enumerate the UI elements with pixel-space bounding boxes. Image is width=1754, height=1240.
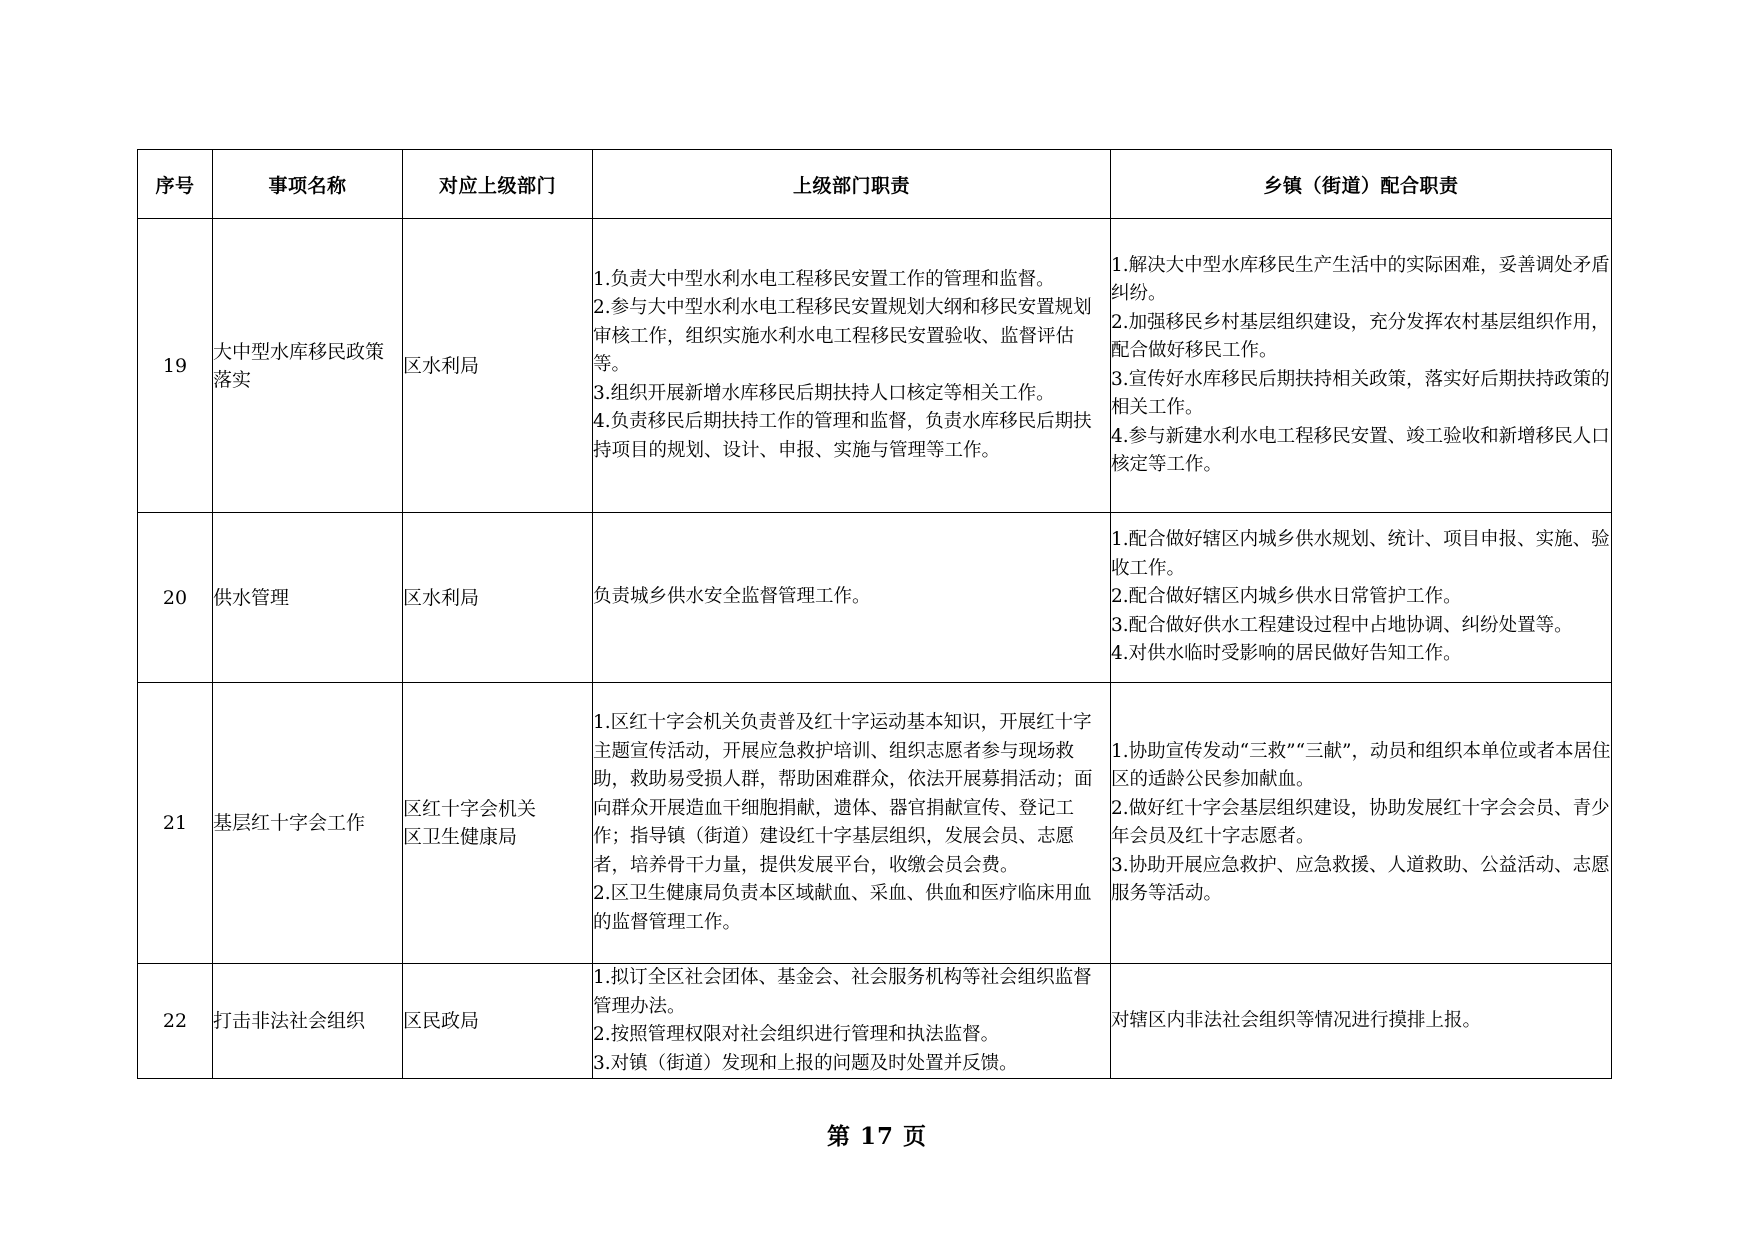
row-department: 区水利局 bbox=[403, 513, 593, 683]
coop-paragraph: 1.解决大中型水库移民生产生活中的实际困难，妥善调处矛盾纠纷。 bbox=[1111, 254, 1610, 304]
coop-paragraph: 3.配合做好供水工程建设过程中占地协调、纠纷处置等。 bbox=[1111, 614, 1573, 636]
duty-paragraph: 2.按照管理权限对社会组织进行管理和执法监督。 bbox=[593, 1024, 1000, 1045]
header-item-name: 事项名称 bbox=[213, 150, 403, 219]
row-department: 区民政局 bbox=[403, 964, 593, 1079]
duty-paragraph: 4.负责移民后期扶持工作的管理和监督，负责水库移民后期扶持项目的规划、设计、申报、实施与管理等工作。 bbox=[593, 411, 1092, 461]
header-superior-duties: 上级部门职责 bbox=[593, 150, 1111, 219]
duty-paragraph: 2.区卫生健康局负责本区域献血、采血、供血和医疗临床用血的监督管理工作。 bbox=[593, 883, 1092, 933]
row-cooperation-duties bbox=[1111, 683, 1612, 964]
row-superior-duties bbox=[593, 513, 1111, 683]
duty-paragraph: 负责城乡供水安全监督管理工作。 bbox=[593, 586, 871, 608]
duty-paragraph: 2.参与大中型水利水电工程移民安置规划大纲和移民安置规划审核工作，组织实施水利水电工程移民安置验收、监督评估等。 bbox=[593, 297, 1092, 376]
header-superior-department: 对应上级部门 bbox=[403, 150, 593, 219]
table-row bbox=[138, 219, 1612, 513]
row-cooperation-duties bbox=[1111, 219, 1612, 513]
duties-table bbox=[137, 149, 1612, 1079]
table-row bbox=[138, 964, 1612, 1079]
row-cooperation-duties bbox=[1111, 964, 1612, 1079]
table-row bbox=[138, 683, 1612, 964]
table-row bbox=[138, 513, 1612, 683]
row-superior-duties bbox=[593, 964, 1111, 1079]
coop-paragraph: 4.对供水临时受影响的居民做好告知工作。 bbox=[1111, 643, 1462, 665]
coop-paragraph: 2.配合做好辖区内城乡供水日常管护工作。 bbox=[1111, 586, 1462, 608]
coop-paragraph: 1.配合做好辖区内城乡供水规划、统计、项目申报、实施、验收工作。 bbox=[1111, 529, 1610, 579]
row-serial-number: 20 bbox=[138, 513, 213, 683]
table-header-row bbox=[138, 150, 1612, 219]
coop-paragraph: 3.宣传好水库移民后期扶持相关政策，落实好后期扶持政策的相关工作。 bbox=[1111, 368, 1610, 418]
row-item-name: 大中型水库移民政策落实 bbox=[213, 219, 403, 513]
duties-table-container bbox=[137, 149, 1611, 1079]
row-serial-number: 21 bbox=[138, 683, 213, 964]
coop-paragraph: 2.加强移民乡村基层组织建设，充分发挥农村基层组织作用，配合做好移民工作。 bbox=[1111, 311, 1610, 361]
row-serial-number: 22 bbox=[138, 964, 213, 1079]
row-item-name: 供水管理 bbox=[213, 513, 403, 683]
coop-paragraph: 3.协助开展应急救护、应急救援、人道救助、公益活动、志愿服务等活动。 bbox=[1111, 854, 1610, 904]
page-number: 第 17 页 bbox=[826, 1123, 928, 1150]
duty-paragraph: 1.拟订全区社会团体、基金会、社会服务机构等社会组织监督管理办法。 bbox=[593, 967, 1092, 1017]
row-item-name: 打击非法社会组织 bbox=[213, 964, 403, 1079]
row-cooperation-duties bbox=[1111, 513, 1612, 683]
duty-paragraph: 3.组织开展新增水库移民后期扶持人口核定等相关工作。 bbox=[593, 382, 1055, 404]
duty-paragraph: 1.负责大中型水利水电工程移民安置工作的管理和监督。 bbox=[593, 268, 1055, 290]
duty-paragraph: 1.区红十字会机关负责普及红十字运动基本知识，开展红十字主题宣传活动，开展应急救护培训、组织志愿者参与现场救助，救助易受损人群，帮助困难群众，依法开展募捐活动；面向群众开展造血干细胞捐献，遗体、器官捐献宣传、登记工作；指导镇（街道）建设红十字基层组织，发展会员、志愿者，培养骨干力量，提供发展平台，收缴会员会费。 bbox=[593, 712, 1093, 876]
row-department: 区红十字会机关 区卫生健康局 bbox=[403, 683, 593, 964]
row-department: 区水利局 bbox=[403, 219, 593, 513]
coop-paragraph: 1.协助宣传发动“三救”“三献”，动员和组织本单位或者本居住区的适龄公民参加献血。 bbox=[1111, 740, 1611, 790]
row-item-name: 基层红十字会工作 bbox=[213, 683, 403, 964]
coop-paragraph: 4.参与新建水利水电工程移民安置、竣工验收和新增移民人口核定等工作。 bbox=[1111, 425, 1610, 475]
coop-paragraph: 2.做好红十字会基层组织建设，协助发展红十字会会员、青少年会员及红十字志愿者。 bbox=[1111, 797, 1610, 847]
header-township-cooperation-duties: 乡镇（街道）配合职责 bbox=[1111, 150, 1612, 219]
row-serial-number: 19 bbox=[138, 219, 213, 513]
header-serial-number: 序号 bbox=[138, 150, 213, 219]
row-superior-duties bbox=[593, 219, 1111, 513]
coop-paragraph: 对辖区内非法社会组织等情况进行摸排上报。 bbox=[1111, 1009, 1482, 1031]
duty-paragraph: 3.对镇（街道）发现和上报的问题及时处置并反馈。 bbox=[593, 1052, 1018, 1074]
row-superior-duties bbox=[593, 683, 1111, 964]
